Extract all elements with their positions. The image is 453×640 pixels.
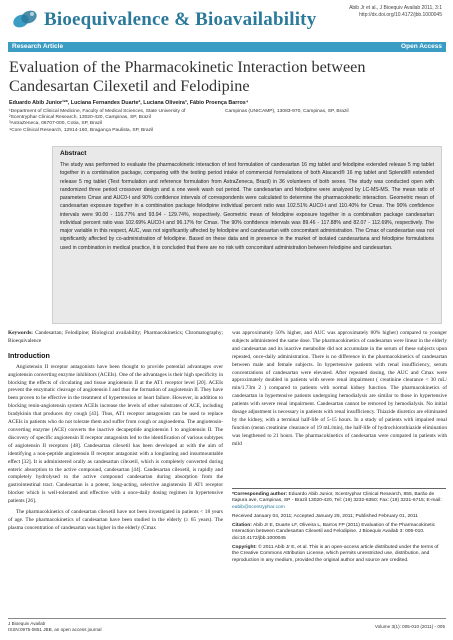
affiliation-continuation: Campinas (UNICAMP), 13083-970, Campinas, SP, Brazil	[225, 109, 349, 114]
citation-text: Abib Jr E, Duarte LF, Oliveira L, Barros FP (2011) Evaluation of the Pharmacokinetic Interaction between Candesartan Cilexetil and Felodipine. J Bioequiv Availab 3: 005-010. doi:10.4172/jbb.1000045	[232, 523, 436, 541]
doi-link[interactable]: http://dx.doi.org/10.4172/jbb.1000045	[359, 12, 442, 18]
pill-capsule-icon	[12, 8, 38, 30]
author-list: Eduardo Abib Junior¹²*, Luciana Fernandes Duarte², Luciana Oliveira³, Fábio Proença Barros⁴	[9, 100, 249, 106]
keywords-label: Keywords:	[8, 330, 33, 336]
copyright-note	[232, 545, 446, 564]
introduction-heading: Introduction	[8, 350, 50, 360]
article-type-label: Research Article	[12, 43, 64, 50]
paragraph: Angiotensin II receptor antagonists have been thought to provide potential advantages over angiotensin converting enzyme inhibitors (ACEIs). One of the advantages is their high specificity in blocking the effects of circulating and tissue angiotensin II at the AT1 receptor level [20]. ACEIs prevent the enzymatic cleavage of angiotensin I and thus the formation of angiotensin II. They have been proven to be effective in the treatment of hypertension or heart failure. However, in addition to blocking renin-angiotensin system ACEIs increase the levels of other substrates of ACE, including bradykinin that produces dry cough [43]. Thus, AT1 receptor antagonists can be used to replace ACEIs in patients who do not tolerate them and suffer from cough or angioedema. The angiotensin-converting enzyme (ACE) converts the inactive decapeptide angiotensin I to angiotensin II. The discovery of specific angiotensin II receptor antagonists led to the identification of various subtypes of angiotensin II receptors [48]. Candesartan cilexetil has been developed at with the aim of identifying a non-peptide angiotensin II receptor antagonist with a longlasting and insurmountable effect [32]. It is administered orally as candesartan cilexetil, which is completely converted during enteric absorption to the active compound, candesartan [44]. Candesartan cilexetil, is rapidly and completely hydrolysed to the active compound candesartan during absorption from the gastrointestinal tract. Candesartan is a potent, long-acting, selective angiotensin II AT1 receptor blocker which is well-tolerated and effective with a once-daily dosing regimen in hypertensive patients [26].	[8, 363, 223, 505]
corresponding-author	[232, 492, 446, 511]
journal-header	[8, 2, 448, 36]
keywords-text: Candesartan; Felodipine; Biological availability; Pharmacokinetics; Chromatography; Bioequivalence	[8, 330, 224, 344]
paragraph: The pharmacokinetics of candesartan cilexetil have not been investigated in patients < 18 years of age. The pharmacokinetics of candesartan have been studied in the elderly (≥ 65 years). The plasma concentration of candesartan was higher in the elderly (Cmax	[8, 509, 223, 531]
copyright-text: © 2011 Abib Jr E, et al. This is an open-access article distributed under the terms of the Creative Commons Attribution License, which permits unrestricted use, distribution, and reproduction in any medium, provided the original author and source are credited.	[232, 545, 439, 563]
affiliation-line: ¹Department of Clinical Medicine, Faculty of Medical Sciences, State University of	[9, 109, 186, 114]
article-type-banner	[8, 42, 446, 52]
divider	[232, 488, 446, 489]
dates: Received January 04, 2011; Accepted January 25, 2011; Published February 01, 2011	[232, 513, 418, 519]
left-column	[8, 330, 223, 536]
citation-note	[232, 523, 446, 542]
citation-label: Citation:	[232, 523, 252, 529]
email-link[interactable]: eabib@scentryphar.com	[232, 504, 285, 510]
journal-title: Bioequivalence & Bioavailability	[44, 9, 317, 30]
corr-text: Eduardo Abib Junior, Scentryphar Clinical Research, 855, Barão de Itapura ave, Campinas, SP - Brazil 13020-420, Tel: (19) 3232-6350; Fax: (19) 3231-6715; E-mail:	[232, 492, 442, 504]
open-access-label: Open Access	[401, 43, 442, 50]
abstract-heading: Abstract	[60, 150, 87, 157]
citation-header	[349, 5, 442, 19]
footer-divider	[8, 618, 446, 619]
footer-volume: Volume 3(1): 005-010 (2011) - 005	[374, 624, 445, 629]
abstract-text: The study was performed to evaluate the pharmacokinetic interaction of test formulation of candesartan 16 mg tablet and felodipine extended release 5 mg tablet together in a combination package, comparing with the testing period intake of commercial formulations of both Atacand® 16 mg tablet and Splendil® extended release 5 mg tablet (Test formulation and reference formulation from AstraZeneca, Brazil) in 36 volunteers of both sexes. The study was conducted open with randomized three period crossover design and a one week wash out period. The candesartan and felodipine were analyzed by LC-MS-MS. The mean ratio of parameters Cmax and AUC0-t and 90% confidence intervals of correspondents were calculated to determine the pharmacokinetic interaction. Geometric mean of candesartan exposure together in a combination package felodipine individual percent ratio was 102.51% AUC0-t and 110.40% for Cmax. The 90% confidence intervals were 90.00 - 116.77% and 93.94 - 129.74%, respectively. Geometric mean of felodipine exposure together in a combination package candesartan individual percent ratio was 102.69% AUC0-t and 96.17% for Cmax. The 90% confidence intervals was 89.46 - 117.88% and 82.07 - 112.69%, respectively. The major variable in this respect, AUC, was not significantly affected by felodipine and candesartan with concomitant administration. The Cmax of candesartan was not significantly affected by co-administration of felodipine. Based on these data and in presence in the market of isolated candesartana and felodipine formulations used in combination in medical practice, it is concluded that there are no risk with concomitant administration between felodipine and candesartan.	[60, 162, 434, 251]
article-title: Evaluation of the Pharmacokinetic Interaction between Candesartan Cilexetil and Felodipine	[9, 58, 366, 95]
correspondence-block	[232, 492, 446, 567]
corr-label: *Corresponding author:	[232, 492, 288, 497]
right-column	[232, 330, 447, 449]
copyright-label: Copyright:	[232, 545, 257, 551]
footer-issn: ISSN:0975-0851 JBB, an open access journal	[8, 627, 102, 632]
abstract-box	[52, 146, 442, 324]
footer-journal-name: J Bioequiv Availab	[8, 621, 46, 626]
affiliations	[9, 109, 439, 134]
affiliation-line: ²Scentryphar Clinical Research, 13020-420, Campinas, SP, Brazil	[9, 115, 151, 121]
affiliation-line: ⁴Core Clinical Research, 12914-160, Bragança Paulista, SP, Brazil	[9, 127, 154, 133]
affiliation-line: ³AstraZeneca, 06707-000, Cotia, SP, Brazil	[9, 121, 103, 127]
citation-line: Abib Jr et al., J Bioequiv Availab 2011, 3:1	[349, 5, 442, 11]
paragraph: was approximately 50% higher, and AUC was approximately 80% higher) compared to younger subjects administered the same dose. The pharmacokinetics of candesartan were linear in the elderly and candesartan and its inactive metabolite did not accumulate in the serum of these subjects upon repeated, once-daily administration. There is no difference in the pharmacokinetics of candesartan between male and female subjects. In hypertensive patients with renal insufficiency, serum concentrations of candesartan were elevated. After repeated dosing, the AUC and Cmax were approximately doubled in patients with severe renal impairment ( creatinine clearance < 30 mL/ min/1.73m 2 ) compared to patients with normal kidney function. The pharmacokinetics of candesartan in hypertensive patients undergoing hemodialysis are similar to those in hypertensive patients with severe renal impairment. Candesartan cannot be removed by hemodialysis. No initial dosage adjustment is necessary in patients with renal insufficiency. Thiazide diuretics are eliminated by the kidney, with a terminal half-life of 5-15 hours. In a study of patients with impaired renal function (mean creatinine clearance of 19 mL/min), the half-life of hydrochlorothiazide elimination was lengthened to 21 hours. The pharmacokinetics of candesartan were compared in patients with mild	[232, 330, 447, 447]
footer-journal	[8, 621, 101, 633]
keywords	[8, 330, 223, 346]
